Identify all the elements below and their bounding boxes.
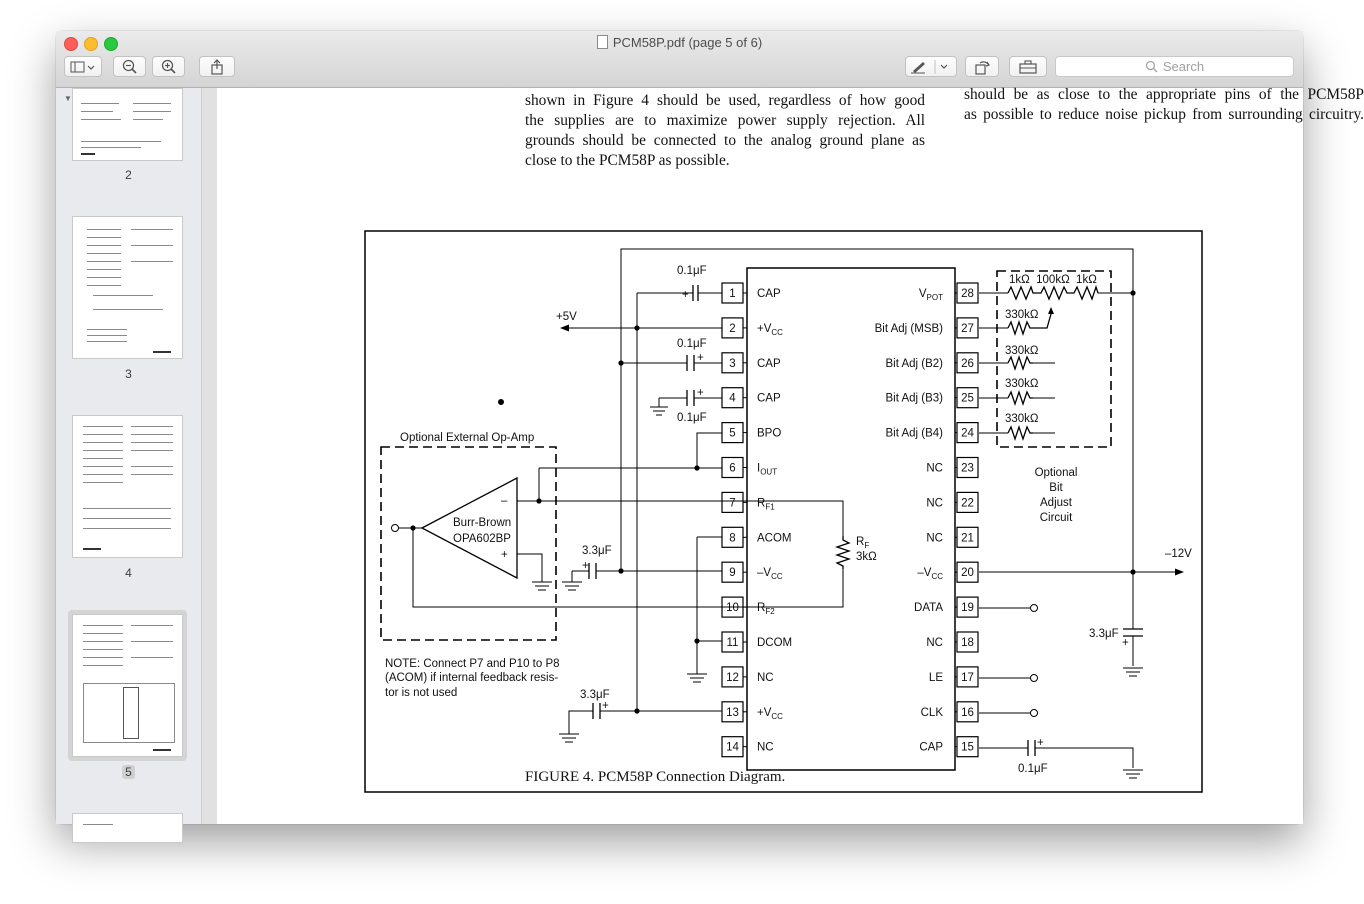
pin-27 <box>875 318 978 338</box>
adjust-line-2: Bit <box>1049 482 1063 494</box>
pdf-document-icon <box>597 35 608 49</box>
pin-14 <box>722 737 774 757</box>
pin-18 <box>926 632 978 652</box>
markup-button[interactable] <box>905 56 957 77</box>
rf-value: 3kΩ <box>856 551 877 563</box>
sidebar-divider[interactable] <box>202 88 217 824</box>
search-field[interactable] <box>1055 56 1294 77</box>
pin-number: 22 <box>961 497 974 510</box>
pin-1 <box>722 283 781 303</box>
cap20-label: 3.3μF <box>1089 628 1119 640</box>
supply-arrows <box>560 322 1184 576</box>
pin-label: $R_{F1}$ <box>757 497 775 512</box>
rotate-icon <box>974 59 990 75</box>
res27-label: 330kΩ <box>1005 309 1039 321</box>
page-number-2: 2 <box>125 168 132 182</box>
pin-25 <box>885 388 978 408</box>
share-icon <box>209 59 225 75</box>
pin-number: 21 <box>961 532 974 545</box>
pin-17 <box>929 667 978 687</box>
pin-label: CAP <box>757 357 781 370</box>
minus12v-label: –12V <box>1165 548 1192 560</box>
pin-label: $I_{OUT}$ <box>757 462 778 477</box>
pin-number: 26 <box>961 357 974 370</box>
pin-label: $-V_{CC}$ <box>757 567 783 582</box>
wiper-arrow-icon <box>1048 307 1054 314</box>
text-line: close to the PCM58P as possible. <box>525 152 730 169</box>
pin-12 <box>722 667 774 687</box>
cap3-polarity: + <box>697 352 704 364</box>
cap9-polarity: + <box>582 560 589 572</box>
cap4-polarity: + <box>697 387 704 399</box>
pin-number: 2 <box>729 322 736 335</box>
pin-label: DATA <box>914 602 943 615</box>
pin-number: 27 <box>961 322 974 335</box>
cap20-polarity: + <box>1122 637 1129 649</box>
pin-number: 19 <box>961 602 974 615</box>
pin-3 <box>722 353 781 373</box>
pin-label: NC <box>757 741 774 754</box>
pin-label: NC <box>757 671 774 684</box>
pin-label: $R_{F2}$ <box>757 602 775 617</box>
arrow-right-icon <box>1175 569 1184 576</box>
cap9-label: 3.3μF <box>582 545 612 557</box>
note-line-2: (ACOM) if internal feedback resis- <box>385 672 559 684</box>
zoom-in-button[interactable] <box>152 56 185 77</box>
pin-label: $+V_{CC}$ <box>757 706 783 721</box>
pin-number: 23 <box>961 462 974 475</box>
pin-label: $-V_{CC}$ <box>917 567 943 582</box>
pin-number: 13 <box>726 706 739 719</box>
pin-6 <box>722 458 777 478</box>
pin-number: 16 <box>961 706 974 719</box>
pin-21 <box>926 527 978 547</box>
opamp-name-1: Burr-Brown <box>453 517 512 529</box>
rotate-button[interactable] <box>965 56 999 77</box>
pin-16 <box>921 702 978 722</box>
page-number-4: 4 <box>125 566 132 580</box>
pin-label: NC <box>926 462 943 475</box>
pin-label: LE <box>928 671 943 684</box>
share-button[interactable] <box>199 56 235 77</box>
pin-number: 14 <box>726 741 739 754</box>
pin-label: DCOM <box>757 637 793 649</box>
ic-body <box>747 268 955 770</box>
cap15-label: 0.1μF <box>1018 763 1048 775</box>
text-line: shown in Figure 4 should be used, regardless of how good <box>525 92 925 109</box>
left-pins <box>722 283 792 757</box>
opamp-title: Optional External Op-Amp <box>400 432 535 444</box>
pin-number: 12 <box>726 671 739 684</box>
pin-number: 18 <box>961 637 974 649</box>
pin-number: 10 <box>726 602 739 615</box>
preview-window <box>56 31 1364 824</box>
window-title <box>56 35 1303 50</box>
sidebar-toggle-button[interactable] <box>64 56 102 77</box>
figure-caption: FIGURE 4. PCM58P Connection Diagram. <box>525 769 786 785</box>
pin-20 <box>917 562 978 582</box>
thumbnail-sidebar <box>56 88 202 824</box>
pin-7 <box>722 492 775 512</box>
ground-symbols <box>532 407 1143 778</box>
cap3-label: 0.1μF <box>677 338 707 350</box>
pin-number: 28 <box>961 288 974 300</box>
pin-label: $+V_{CC}$ <box>757 322 783 337</box>
res24-label: 330kΩ <box>1005 413 1039 425</box>
pin-label: CAP <box>757 288 781 300</box>
rf-label <box>856 536 869 550</box>
page-number-5-label: 5 <box>122 765 135 779</box>
plus5v-label: +5V <box>556 311 577 323</box>
pot-values: 1kΩ 100kΩ 1kΩ <box>1009 274 1097 286</box>
text-line: grounds should be connected to the analog ground plane as <box>525 132 925 149</box>
thumbnail-page-2[interactable] <box>72 88 183 161</box>
pin-label: NC <box>926 532 943 545</box>
figure-frame <box>365 231 1202 792</box>
pdf-page-view <box>217 86 1364 824</box>
pin-label: ACOM <box>757 532 792 545</box>
pin-label: NC <box>926 637 943 649</box>
cap1-label: 0.1μF <box>677 265 707 277</box>
pin-number: 9 <box>729 567 736 580</box>
pin-number: 20 <box>961 567 974 580</box>
component-labels <box>385 265 1192 775</box>
thumbnail-page-5[interactable] <box>72 614 183 757</box>
arrow-left-icon <box>560 325 569 332</box>
search-placeholder: Search <box>1162 59 1205 74</box>
pin-23 <box>926 458 978 478</box>
pin-number: 3 <box>729 357 736 370</box>
text-line: as possible to reduce noise pickup from surrounding circuitry. <box>964 106 1364 123</box>
pin-11 <box>722 632 792 652</box>
rf-sub: F <box>864 541 870 550</box>
cap4-label: 0.1μF <box>677 412 707 424</box>
cap1-polarity: + <box>682 289 689 301</box>
zoom-out-icon <box>122 59 138 75</box>
pin-number: 6 <box>729 462 736 475</box>
pin-label: CAP <box>757 392 781 405</box>
disclosure-triangle-icon[interactable]: ▼ <box>64 94 72 103</box>
pin-19 <box>914 597 978 617</box>
thumbnail-page-4[interactable] <box>72 415 183 558</box>
pin-5 <box>722 423 781 443</box>
pen-markup-icon <box>909 60 953 74</box>
open-terminals <box>392 525 1038 717</box>
pin-label: Bit Adj (B2) <box>885 357 943 370</box>
opamp-plus-sign: + <box>501 549 508 561</box>
pin-2 <box>722 318 783 338</box>
sidebar-icon <box>70 60 96 74</box>
connection-diagram <box>217 88 1303 824</box>
pin-13 <box>722 702 783 722</box>
opamp-name-2: OPA602BP <box>453 533 511 545</box>
pin-label: Bit Adj (MSB) <box>874 322 943 335</box>
pin-number: 17 <box>961 671 974 684</box>
pin-number: 1 <box>729 288 736 300</box>
pin-number: 4 <box>729 392 736 405</box>
pin-28 <box>919 283 978 303</box>
text-line: the supplies are to maximize power supply rejection. All <box>525 112 925 129</box>
toolbox-icon <box>1019 60 1037 74</box>
pin-number: 11 <box>726 637 739 649</box>
pin-15 <box>919 737 978 757</box>
zoom-in-icon <box>161 59 177 75</box>
title-bar <box>56 31 1303 88</box>
right-pins <box>875 283 978 757</box>
pin-22 <box>926 492 978 512</box>
page-number-5 <box>56 765 201 779</box>
pin-9 <box>722 562 783 582</box>
pin-label: $V_{POT}$ <box>918 288 943 302</box>
note-line-1: NOTE: Connect P7 and P10 to P8 <box>385 658 560 670</box>
adjust-line-1: Optional <box>1034 467 1078 479</box>
rf-name: R <box>856 536 865 548</box>
window-title-text: PCM58P.pdf (page 5 of 6) <box>612 35 763 50</box>
pin-number: 15 <box>961 741 974 754</box>
pin-label: CAP <box>919 741 943 754</box>
thumbnail-page-3[interactable] <box>72 216 183 359</box>
pin-label: NC <box>926 497 943 510</box>
cap13-label: 3.3μF <box>580 689 610 701</box>
pin-26 <box>885 353 978 373</box>
pin-label: Bit Adj (B3) <box>885 392 943 405</box>
opamp-minus-sign: – <box>501 495 508 507</box>
pin-label: BPO <box>757 427 782 440</box>
pin-number: 8 <box>729 532 736 545</box>
pin-number: 25 <box>961 392 974 405</box>
pin-label: CLK <box>920 706 943 719</box>
cap15-polarity: + <box>1037 737 1044 749</box>
zoom-out-button[interactable] <box>113 56 146 77</box>
pin-number: 24 <box>961 427 974 440</box>
res25-label: 330kΩ <box>1005 378 1039 390</box>
note-line-3: tor is not used <box>385 687 458 699</box>
pin-8 <box>722 527 792 547</box>
text-line: should be as close to the appropriate pins of the PCM58P <box>964 86 1364 103</box>
cap13-polarity: + <box>602 700 609 712</box>
thumbnail-page-6[interactable] <box>72 813 183 843</box>
pin-number: 5 <box>729 427 736 440</box>
pin-4 <box>722 388 781 408</box>
pin-number: 7 <box>729 497 736 510</box>
search-icon <box>1145 60 1159 74</box>
pin-24 <box>885 423 978 443</box>
pin-label: Bit Adj (B4) <box>885 427 943 440</box>
page-number-3: 3 <box>125 367 132 381</box>
res26-label: 330kΩ <box>1005 345 1039 357</box>
adjust-line-3: Adjust <box>1040 497 1072 509</box>
adjust-line-4: Circuit <box>1039 512 1073 524</box>
toolbox-button[interactable] <box>1009 56 1047 77</box>
